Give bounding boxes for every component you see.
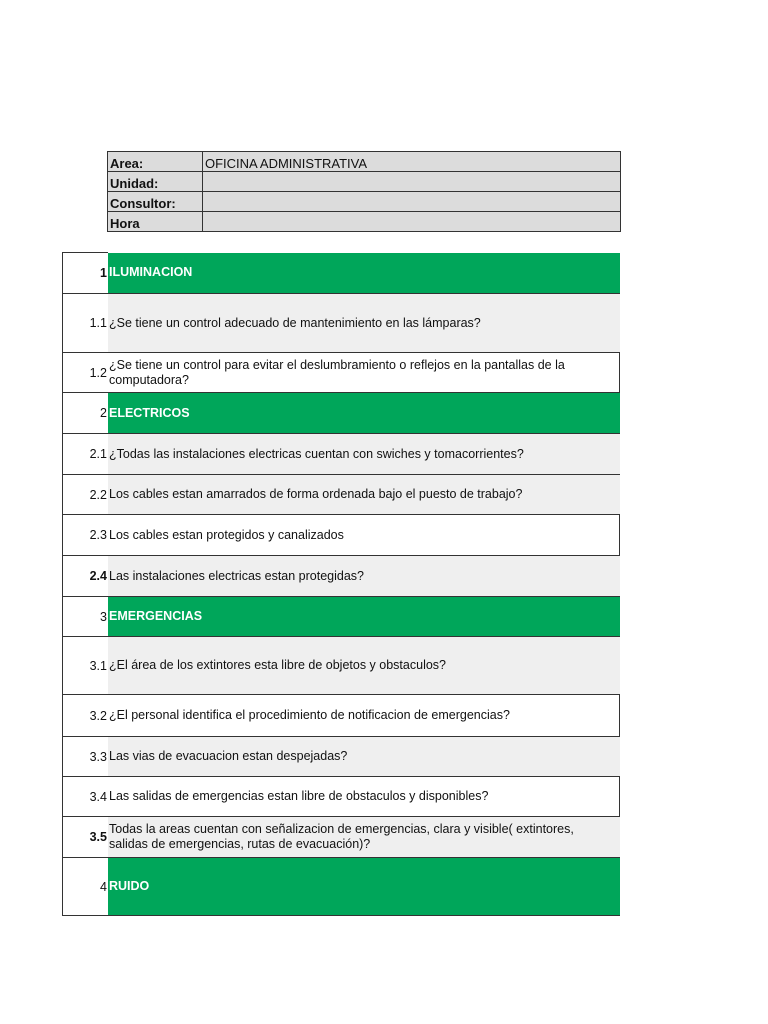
row-number: 2.1 bbox=[63, 434, 109, 475]
row-number: 2.4 bbox=[63, 556, 109, 597]
question-row bbox=[63, 637, 620, 695]
question-text: ¿Se tiene un control para evitar el deslumbramiento o reflejos en la pantallas de la computadora? bbox=[108, 353, 620, 393]
question-text: ¿Se tiene un control adecuado de mantenimiento en las lámparas? bbox=[108, 294, 620, 353]
row-number: 1 bbox=[63, 253, 109, 294]
question-text: Las instalaciones electricas estan protegidas? bbox=[108, 556, 620, 597]
row-number: 2 bbox=[63, 393, 109, 434]
unidad-value[interactable] bbox=[203, 172, 621, 192]
question-text: ¿Todas las instalaciones electricas cuentan con swiches y tomacorrientes? bbox=[108, 434, 620, 475]
row-number: 1.1 bbox=[63, 294, 109, 353]
question-row bbox=[63, 434, 620, 475]
row-number: 4 bbox=[63, 858, 109, 916]
question-text: Los cables estan amarrados de forma ordenada bajo el puesto de trabajo? bbox=[108, 475, 620, 515]
question-text: ¿El personal identifica el procedimiento de notificacion de emergencias? bbox=[108, 695, 620, 737]
row-number: 3.4 bbox=[63, 777, 109, 817]
section-row-electricos bbox=[63, 393, 620, 434]
hora-value[interactable] bbox=[203, 212, 621, 232]
question-row bbox=[63, 515, 620, 556]
area-label: Area: bbox=[108, 152, 203, 172]
row-number: 3 bbox=[63, 597, 109, 637]
row-number: 1.2 bbox=[63, 353, 109, 393]
section-title: ILUMINACION bbox=[108, 253, 620, 294]
consultor-value[interactable] bbox=[203, 192, 621, 212]
unidad-label: Unidad: bbox=[108, 172, 203, 192]
question-text: ¿El área de los extintores esta libre de objetos y obstaculos? bbox=[108, 637, 620, 695]
row-number: 2.3 bbox=[63, 515, 109, 556]
question-row bbox=[63, 737, 620, 777]
hora-label: Hora bbox=[108, 212, 203, 232]
info-row-unidad bbox=[108, 172, 621, 192]
question-text: Los cables estan protegidos y canalizados bbox=[108, 515, 620, 556]
row-number: 3.3 bbox=[63, 737, 109, 777]
row-number: 3.5 bbox=[63, 817, 109, 858]
row-number: 3.2 bbox=[63, 695, 109, 737]
info-table bbox=[107, 151, 621, 232]
question-row bbox=[63, 777, 620, 817]
question-row bbox=[63, 817, 620, 858]
question-row bbox=[63, 475, 620, 515]
section-row-iluminacion bbox=[63, 253, 620, 294]
question-row bbox=[63, 294, 620, 353]
info-row-area bbox=[108, 152, 621, 172]
section-title: EMERGENCIAS bbox=[108, 597, 620, 637]
section-title: ELECTRICOS bbox=[108, 393, 620, 434]
section-row-ruido bbox=[63, 858, 620, 916]
info-row-hora bbox=[108, 212, 621, 232]
section-row-emergencias bbox=[63, 597, 620, 637]
consultor-label: Consultor: bbox=[108, 192, 203, 212]
question-row bbox=[63, 353, 620, 393]
section-title: RUIDO bbox=[108, 858, 620, 916]
question-row bbox=[63, 556, 620, 597]
row-number: 3.1 bbox=[63, 637, 109, 695]
info-row-consultor bbox=[108, 192, 621, 212]
question-text: Las salidas de emergencias estan libre de obstaculos y disponibles? bbox=[108, 777, 620, 817]
row-number: 2.2 bbox=[63, 475, 109, 515]
question-row bbox=[63, 695, 620, 737]
question-text: Las vias de evacuacion estan despejadas? bbox=[108, 737, 620, 777]
area-value[interactable]: OFICINA ADMINISTRATIVA bbox=[203, 152, 621, 172]
checklist-table bbox=[62, 252, 620, 916]
question-text: Todas la areas cuentan con señalizacion de emergencias, clara y visible( extintores, salidas de emergencias, rutas de evacuación)? bbox=[108, 817, 620, 858]
